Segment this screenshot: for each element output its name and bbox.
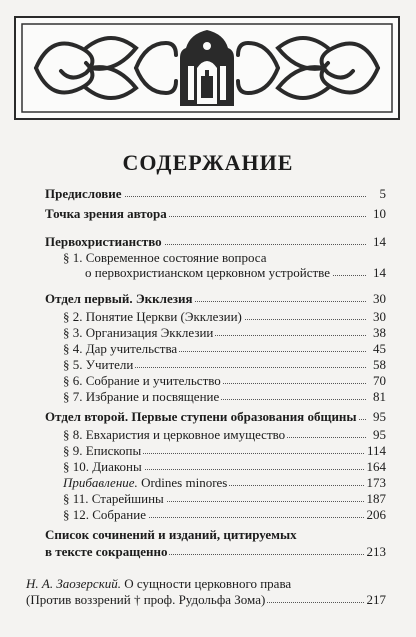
toc-entry[interactable] — [0, 592, 416, 608]
toc-entry-title — [63, 443, 143, 459]
entry-label: Современное состояние вопроса — [85, 250, 267, 265]
page-number: 164 — [366, 459, 386, 474]
entry-label: Отдел второй. Первые ступени образования общины — [45, 409, 357, 424]
toc-entry[interactable] — [0, 389, 416, 405]
toc-entry[interactable] — [0, 341, 416, 357]
section-number: § 1. — [63, 250, 86, 265]
toc-entry[interactable] — [0, 265, 416, 281]
entry-label: Старейшины — [91, 491, 164, 506]
entry-label: Первохристианство — [45, 234, 162, 249]
page-number: 10 — [373, 206, 386, 221]
section-number: § 10. — [63, 459, 93, 474]
toc-entry[interactable] — [0, 459, 416, 475]
entry-label: Организация Экклезии — [85, 325, 214, 340]
toc-entry-title — [85, 265, 332, 281]
page-number: 30 — [373, 309, 386, 324]
toc-entry[interactable] — [0, 357, 416, 373]
toc-entry[interactable] — [0, 491, 416, 507]
page-number: 45 — [373, 341, 386, 356]
page-number: 95 — [373, 427, 386, 442]
toc-entry-title — [63, 507, 148, 523]
toc-entry[interactable] — [0, 206, 416, 222]
entry-label: о первохристианском церковном устройстве — [85, 265, 331, 280]
toc-entry-title — [45, 527, 299, 543]
toc-entry-title — [63, 459, 144, 475]
page-number: 187 — [366, 491, 386, 506]
section-number: § 8. — [63, 427, 86, 442]
entry-label: Список сочинений и изданий, цитируемых — [45, 527, 297, 542]
toc-entry-title — [26, 576, 293, 592]
italic-prefix: Н. А. Заозерский. — [26, 576, 125, 591]
section-number: § 12. — [63, 507, 93, 522]
toc-entry[interactable] — [0, 544, 416, 560]
toc-entry[interactable] — [0, 475, 416, 491]
page-number: 173 — [366, 475, 386, 490]
toc-entry-title — [45, 234, 164, 250]
entry-label: Предисловие — [45, 186, 122, 201]
entry-label: Епископы — [85, 443, 142, 458]
toc-entry[interactable] — [0, 409, 416, 425]
page-number: 14 — [373, 265, 386, 280]
entry-label: Собрание и учительство — [85, 373, 221, 388]
toc-entry-title — [45, 186, 124, 202]
toc-entry-title — [63, 389, 221, 405]
page-number: 206 — [366, 507, 386, 522]
entry-label: Учители — [85, 357, 134, 372]
section-number: § 5. — [63, 357, 86, 372]
toc-entry-title — [63, 373, 223, 389]
toc-entry-title — [45, 206, 169, 222]
page-title: СОДЕРЖАНИЕ — [122, 150, 294, 175]
page-number: 81 — [373, 389, 386, 404]
entry-label: Точка зрения автора — [45, 206, 167, 221]
section-number: § 2. — [63, 309, 86, 324]
page-number: 114 — [366, 443, 386, 458]
page-number: 95 — [373, 409, 386, 424]
section-number: § 6. — [63, 373, 86, 388]
page-number: 5 — [379, 186, 386, 201]
toc-entry[interactable] — [0, 186, 416, 202]
toc-entry-title — [45, 409, 359, 425]
section-number: § 7. — [63, 389, 86, 404]
page-number: 217 — [366, 592, 386, 607]
toc-entry[interactable] — [0, 576, 416, 592]
toc-entry-title — [63, 475, 229, 491]
toc-entry-title — [45, 291, 194, 307]
toc-entry[interactable] — [0, 507, 416, 523]
entry-label: Дар учительства — [85, 341, 178, 356]
toc-entry[interactable] — [0, 234, 416, 250]
toc-entry[interactable] — [0, 527, 416, 543]
entry-label: Евхаристия и церковное имущество — [85, 427, 286, 442]
entry-label: Собрание — [92, 507, 146, 522]
page-number: 38 — [373, 325, 386, 340]
entry-label: (Против воззрений † проф. Рудольфа Зома) — [26, 592, 266, 607]
page-number: 14 — [373, 234, 386, 249]
section-number: § 3. — [63, 325, 86, 340]
entry-label: О сущности церковного права — [124, 576, 292, 591]
entry-label: Диаконы — [92, 459, 142, 474]
page-number: 30 — [373, 291, 386, 306]
toc-entry-title — [63, 309, 244, 325]
toc-entry-title — [45, 544, 169, 560]
toc-entry[interactable] — [0, 250, 416, 266]
toc-entry-title — [63, 325, 215, 341]
toc-entry-title — [63, 341, 179, 357]
toc-entry-title — [63, 357, 135, 373]
toc-entry[interactable] — [0, 443, 416, 459]
page-number: 58 — [373, 357, 386, 372]
toc-entry-title — [63, 491, 166, 507]
toc-entry-title — [63, 427, 287, 443]
italic-prefix: Прибавление. — [63, 475, 142, 490]
entry-label: в тексте сокращенно — [45, 544, 168, 559]
toc-entry[interactable] — [0, 309, 416, 325]
toc-entry-title — [63, 250, 269, 266]
entry-label: Отдел первый. Экклезия — [45, 291, 193, 306]
toc-entry-title — [26, 592, 267, 608]
toc-entry[interactable] — [0, 325, 416, 341]
entry-label: Избрание и посвящение — [85, 389, 220, 404]
entry-label: Понятие Церкви (Экклезии) — [85, 309, 242, 324]
page-number: 70 — [373, 373, 386, 388]
toc-entry[interactable] — [0, 291, 416, 307]
section-number: § 9. — [63, 443, 86, 458]
page-number: 213 — [366, 544, 386, 559]
toc-entry[interactable] — [0, 373, 416, 389]
section-number: § 4. — [63, 341, 86, 356]
section-number: § 11. — [63, 491, 92, 506]
entry-label: Ordines minores — [141, 475, 228, 490]
toc-entry[interactable] — [0, 427, 416, 443]
